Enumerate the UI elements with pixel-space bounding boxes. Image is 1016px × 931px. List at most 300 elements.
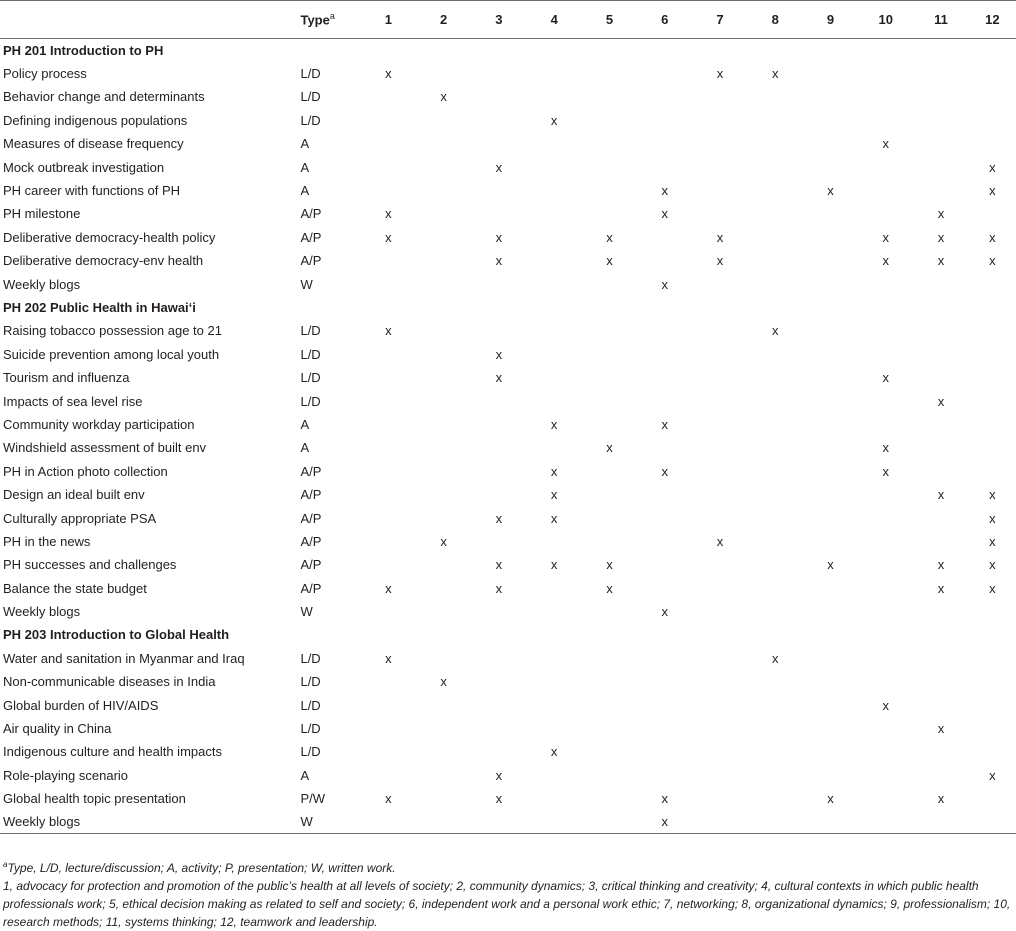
competency-4-cell xyxy=(527,647,582,670)
competency-9-cell xyxy=(803,226,858,249)
competency-9-cell xyxy=(803,483,858,506)
competency-legend: 1, advocacy for protection and promotion of the public’s health at all levels of society; 2, community dynamics; 3, critical thinking and creativity; 4, cultural contexts in which public health professionals work; 5, ethical decision making as related to self and society; 6, independent work and a personal work ethic; 7, networking; 8, organizational dynamics; 9, professionalism; 10, research methods; 11, systems thinking; 12, teamwork and leadership. xyxy=(3,879,1011,929)
competency-4-cell xyxy=(527,436,582,459)
section-title: PH 203 Introduction to Global Health xyxy=(3,627,230,643)
competency-9-cell xyxy=(803,62,858,85)
competency-4-cell: x xyxy=(550,487,558,503)
competency-10-cell: x xyxy=(882,136,890,152)
competency-5-cell xyxy=(582,179,637,202)
table-header-row xyxy=(0,1,1016,39)
competency-4-cell xyxy=(527,576,582,599)
competency-9-cell xyxy=(803,717,858,740)
competency-12-cell xyxy=(969,460,1016,483)
competency-5-cell xyxy=(582,600,637,623)
competency-11-cell xyxy=(913,109,968,132)
competency-11-cell xyxy=(913,530,968,553)
competency-9-cell: x xyxy=(827,557,834,573)
competency-4-cell: x xyxy=(550,557,558,573)
competency-8-cell xyxy=(748,693,803,716)
competency-12-cell xyxy=(969,600,1016,623)
table-row xyxy=(0,343,1016,366)
table-row xyxy=(0,717,1016,740)
competency-11-cell: x xyxy=(937,721,945,737)
competency-3-cell xyxy=(471,810,526,833)
competency-8-cell xyxy=(748,249,803,272)
competency-3-cell: x xyxy=(495,346,503,362)
competency-10-cell: x xyxy=(882,229,890,245)
competency-11-cell: x xyxy=(937,206,945,222)
competency-1-cell xyxy=(361,389,416,412)
competency-2-cell xyxy=(416,740,471,763)
competency-12-cell xyxy=(969,62,1016,85)
competency-1-cell xyxy=(361,179,416,202)
competency-2-cell xyxy=(416,62,471,85)
competency-7-cell xyxy=(692,179,747,202)
competency-3-cell xyxy=(471,85,526,108)
competency-8-cell xyxy=(748,366,803,389)
type-cell: L/D xyxy=(300,721,321,737)
competency-4-cell: x xyxy=(550,744,558,760)
competency-2-cell xyxy=(416,717,471,740)
type-cell: L/D xyxy=(300,393,321,409)
competency-11-cell xyxy=(913,460,968,483)
competency-7-cell xyxy=(692,600,747,623)
competency-7-cell xyxy=(692,132,747,155)
table-row xyxy=(0,389,1016,412)
competency-2-cell xyxy=(416,272,471,295)
competency-12-cell xyxy=(969,670,1016,693)
competency-9-cell xyxy=(803,506,858,529)
competency-10-cell xyxy=(858,600,913,623)
competency-6-cell: x xyxy=(637,810,692,833)
competency-5-cell xyxy=(582,366,637,389)
competency-11-cell xyxy=(913,343,968,366)
table-row xyxy=(0,155,1016,178)
competency-7-cell xyxy=(692,389,747,412)
competency-8-cell xyxy=(748,670,803,693)
type-cell: W xyxy=(300,604,313,620)
activity-cell: Weekly blogs xyxy=(3,276,81,292)
header-competency-8: 8 xyxy=(748,1,803,39)
competency-5-cell xyxy=(582,319,637,342)
header-type-label: Type xyxy=(300,12,330,28)
table-row xyxy=(0,413,1016,436)
competency-1-cell xyxy=(361,483,416,506)
competency-10-cell: x xyxy=(882,440,890,456)
activity-cell: Balance the state budget xyxy=(3,580,147,596)
table-row xyxy=(0,740,1016,763)
competency-12-cell xyxy=(969,787,1016,810)
competency-5-cell xyxy=(582,670,637,693)
competency-4-cell xyxy=(527,272,582,295)
table-row xyxy=(0,693,1016,716)
competency-5-cell xyxy=(582,272,637,295)
competency-6-cell: x xyxy=(661,276,668,292)
competency-7-cell xyxy=(692,764,747,787)
type-cell: A/P xyxy=(300,487,322,503)
competency-10-cell xyxy=(858,506,913,529)
competency-2-cell: x xyxy=(440,674,447,690)
competency-10-cell xyxy=(858,389,913,412)
competency-3-cell xyxy=(471,436,526,459)
competency-11-cell: x xyxy=(937,229,945,245)
competency-7-cell xyxy=(692,693,747,716)
competency-5-cell: x xyxy=(606,440,613,456)
table-row xyxy=(0,226,1016,249)
competency-7-cell xyxy=(692,576,747,599)
competency-10-cell xyxy=(858,62,913,85)
competency-3-cell xyxy=(471,389,526,412)
table-row xyxy=(0,366,1016,389)
activity-cell: Behavior change and determinants xyxy=(3,89,205,105)
competency-3-cell xyxy=(471,483,526,506)
competency-10-cell xyxy=(858,576,913,599)
competency-1-cell xyxy=(361,249,416,272)
competency-8-cell: x xyxy=(771,650,779,666)
competency-1-cell xyxy=(361,366,416,389)
activity-cell: PH career with functions of PH xyxy=(3,183,181,199)
competency-2-cell xyxy=(416,202,471,225)
competency-9-cell xyxy=(803,693,858,716)
competency-2-cell xyxy=(416,109,471,132)
table-body xyxy=(0,39,1016,834)
type-cell: L/D xyxy=(300,744,321,760)
competency-5-cell xyxy=(582,343,637,366)
header-competency-9: 9 xyxy=(803,1,858,39)
competency-6-cell xyxy=(637,483,692,506)
competency-8-cell xyxy=(748,553,803,576)
header-competency-3: 3 xyxy=(471,1,526,39)
type-cell: A/P xyxy=(300,510,322,526)
competency-2-cell xyxy=(416,764,471,787)
activity-cell: Non-communicable diseases in India xyxy=(3,674,216,690)
competency-4-cell xyxy=(527,85,582,108)
competency-1-cell xyxy=(361,413,416,436)
footnote-a xyxy=(3,856,1013,877)
type-cell: L/D xyxy=(300,66,321,82)
competency-1-cell: x xyxy=(385,650,392,666)
competency-4-cell xyxy=(527,670,582,693)
competency-4-cell xyxy=(527,717,582,740)
competency-8-cell xyxy=(748,155,803,178)
table-row xyxy=(0,109,1016,132)
competency-1-cell xyxy=(361,85,416,108)
activity-cell: Impacts of sea level rise xyxy=(3,393,143,409)
competency-7-cell xyxy=(692,343,747,366)
competency-8-cell: x xyxy=(771,66,779,82)
competency-7-cell xyxy=(692,202,747,225)
activity-cell: Indigenous culture and health impacts xyxy=(3,744,222,760)
competency-11-cell: x xyxy=(937,487,945,503)
competency-9-cell xyxy=(803,740,858,763)
competency-8-cell xyxy=(748,787,803,810)
competency-3-cell: x xyxy=(495,159,503,175)
table-row xyxy=(0,85,1016,108)
competency-3-cell: x xyxy=(495,229,503,245)
competency-11-cell: x xyxy=(937,557,945,573)
competency-5-cell xyxy=(582,413,637,436)
competency-9-cell xyxy=(803,576,858,599)
competency-12-cell: x xyxy=(989,580,996,596)
competency-5-cell xyxy=(582,155,637,178)
competency-6-cell xyxy=(637,436,692,459)
table-footnotes xyxy=(3,856,1013,931)
competency-2-cell xyxy=(416,553,471,576)
competency-10-cell xyxy=(858,810,913,833)
competency-3-cell xyxy=(471,740,526,763)
activity-cell: Windshield assessment of built env xyxy=(3,440,207,456)
competency-3-cell: x xyxy=(495,791,503,807)
table-row xyxy=(0,272,1016,295)
competency-2-cell xyxy=(416,647,471,670)
competency-11-cell xyxy=(913,647,968,670)
competency-11-cell: x xyxy=(937,253,945,269)
activity-cell: Tourism and influenza xyxy=(3,370,130,386)
competency-2-cell xyxy=(416,600,471,623)
competency-6-cell xyxy=(637,132,692,155)
competency-8-cell xyxy=(748,483,803,506)
competency-8-cell xyxy=(748,179,803,202)
header-competency-4: 4 xyxy=(527,1,582,39)
competency-2-cell xyxy=(416,155,471,178)
section-row xyxy=(0,623,1016,646)
competency-6-cell xyxy=(637,343,692,366)
competency-11-cell xyxy=(913,506,968,529)
competency-6-cell: x xyxy=(661,206,668,222)
competency-12-cell xyxy=(969,717,1016,740)
activity-cell: Culturally appropriate PSA xyxy=(3,510,157,526)
activity-cell: Water and sanitation in Myanmar and Iraq xyxy=(3,650,245,666)
competency-8-cell xyxy=(748,272,803,295)
table-row xyxy=(0,670,1016,693)
type-cell: L/D xyxy=(300,650,321,666)
activity-cell: Design an ideal built env xyxy=(3,487,145,503)
competency-8-cell xyxy=(748,810,803,833)
competency-1-cell xyxy=(361,553,416,576)
type-cell: L/D xyxy=(300,89,321,105)
competency-7-cell xyxy=(692,319,747,342)
table-row xyxy=(0,202,1016,225)
competency-2-cell xyxy=(416,366,471,389)
competency-8-cell xyxy=(748,600,803,623)
competency-12-cell xyxy=(969,647,1016,670)
competency-12-cell xyxy=(969,693,1016,716)
competency-5-cell xyxy=(582,202,637,225)
header-type-footnote-marker: a xyxy=(329,11,335,22)
table-row xyxy=(0,576,1016,599)
competency-12-cell: x xyxy=(989,183,996,199)
activity-cell: Global health topic presentation xyxy=(3,791,186,807)
competency-4-cell xyxy=(527,389,582,412)
competency-12-cell xyxy=(969,132,1016,155)
competency-1-cell xyxy=(361,460,416,483)
competency-6-cell xyxy=(637,366,692,389)
table-row xyxy=(0,460,1016,483)
competency-10-cell: x xyxy=(882,463,890,479)
type-cell: A/P xyxy=(300,253,322,269)
competency-5-cell xyxy=(582,389,637,412)
competency-7-cell xyxy=(692,787,747,810)
activity-cell: Mock outbreak investigation xyxy=(3,159,165,175)
competency-7-cell: x xyxy=(716,66,724,82)
competency-4-cell xyxy=(527,600,582,623)
competency-12-cell xyxy=(969,343,1016,366)
competency-2-cell xyxy=(416,460,471,483)
competency-5-cell xyxy=(582,717,637,740)
competency-11-cell xyxy=(913,600,968,623)
type-cell: L/D xyxy=(300,697,321,713)
competency-4-cell xyxy=(527,530,582,553)
table-row xyxy=(0,319,1016,342)
activity-cell: Community workday participation xyxy=(3,416,195,432)
competency-6-cell xyxy=(637,717,692,740)
competency-7-cell xyxy=(692,436,747,459)
competency-5-cell: x xyxy=(606,580,613,596)
table-row xyxy=(0,436,1016,459)
competency-11-cell xyxy=(913,272,968,295)
competency-5-cell xyxy=(582,85,637,108)
competency-2-cell xyxy=(416,249,471,272)
competency-5-cell xyxy=(582,764,637,787)
competency-4-cell xyxy=(527,155,582,178)
competency-7-cell xyxy=(692,740,747,763)
footnote-a-marker: a xyxy=(3,860,8,869)
competency-1-cell xyxy=(361,506,416,529)
competency-12-cell xyxy=(969,436,1016,459)
competency-9-cell xyxy=(803,366,858,389)
competency-6-cell xyxy=(637,647,692,670)
competency-9-cell xyxy=(803,343,858,366)
competency-6-cell xyxy=(637,109,692,132)
competency-10-cell: x xyxy=(882,370,890,386)
competency-9-cell xyxy=(803,155,858,178)
activity-cell: Defining indigenous populations xyxy=(3,112,188,128)
competency-3-cell: x xyxy=(495,580,503,596)
competency-3-cell xyxy=(471,109,526,132)
competency-12-cell xyxy=(969,85,1016,108)
competency-4-cell xyxy=(527,343,582,366)
competency-6-cell xyxy=(637,155,692,178)
competency-5-cell xyxy=(582,810,637,833)
competency-2-cell xyxy=(416,787,471,810)
competency-10-cell xyxy=(858,85,913,108)
competency-8-cell xyxy=(748,85,803,108)
competency-1-cell xyxy=(361,530,416,553)
competency-8-cell xyxy=(748,506,803,529)
table-row xyxy=(0,764,1016,787)
competency-9-cell xyxy=(803,670,858,693)
competency-11-cell: x xyxy=(937,580,945,596)
header-competency-5: 5 xyxy=(582,1,637,39)
competency-2-cell xyxy=(416,179,471,202)
competency-1-cell xyxy=(361,740,416,763)
competency-4-cell xyxy=(527,319,582,342)
table-row xyxy=(0,179,1016,202)
competency-3-cell xyxy=(471,670,526,693)
type-cell: A xyxy=(300,440,310,456)
competency-4-cell xyxy=(527,132,582,155)
type-cell: P/W xyxy=(300,791,326,807)
type-cell: A xyxy=(300,183,310,199)
competency-7-cell xyxy=(692,272,747,295)
competency-8-cell xyxy=(748,436,803,459)
competency-11-cell xyxy=(913,436,968,459)
competency-10-cell xyxy=(858,319,913,342)
competency-5-cell: x xyxy=(606,557,613,573)
competency-2-cell xyxy=(416,436,471,459)
competency-4-cell xyxy=(527,202,582,225)
competency-4-cell: x xyxy=(550,112,558,128)
competency-1-cell xyxy=(361,764,416,787)
table-row xyxy=(0,810,1016,833)
competency-9-cell: x xyxy=(827,183,834,199)
competency-8-cell xyxy=(748,576,803,599)
competency-12-cell xyxy=(969,272,1016,295)
competency-3-cell xyxy=(471,717,526,740)
competency-10-cell: x xyxy=(882,253,890,269)
competency-3-cell xyxy=(471,600,526,623)
competency-7-cell: x xyxy=(716,253,724,269)
competency-3-cell: x xyxy=(495,370,503,386)
competency-7-cell xyxy=(692,506,747,529)
competency-7-cell xyxy=(692,413,747,436)
competency-4-cell xyxy=(527,693,582,716)
competency-1-cell xyxy=(361,272,416,295)
competency-7-cell xyxy=(692,717,747,740)
competency-11-cell xyxy=(913,62,968,85)
header-competency-1: 1 xyxy=(361,1,416,39)
competency-10-cell xyxy=(858,764,913,787)
competency-9-cell xyxy=(803,600,858,623)
competency-2-cell: x xyxy=(440,533,447,549)
type-cell: A xyxy=(300,416,310,432)
header-competency-2: 2 xyxy=(416,1,471,39)
competency-6-cell xyxy=(637,576,692,599)
competency-4-cell xyxy=(527,787,582,810)
competency-8-cell xyxy=(748,389,803,412)
competency-10-cell xyxy=(858,787,913,810)
competency-3-cell xyxy=(471,693,526,716)
competency-9-cell: x xyxy=(827,791,834,807)
competency-2-cell xyxy=(416,506,471,529)
competency-6-cell: x xyxy=(661,183,668,199)
competency-6-cell: x xyxy=(661,416,668,432)
competency-5-cell xyxy=(582,693,637,716)
competency-6-cell xyxy=(637,740,692,763)
competency-1-cell xyxy=(361,155,416,178)
competency-9-cell xyxy=(803,272,858,295)
competency-6-cell xyxy=(637,226,692,249)
activity-cell: Deliberative democracy-health policy xyxy=(3,229,216,245)
header-activity xyxy=(0,1,300,39)
competency-5-cell xyxy=(582,787,637,810)
competency-1-cell xyxy=(361,670,416,693)
competency-10-cell xyxy=(858,413,913,436)
competency-3-cell xyxy=(471,460,526,483)
type-cell: A/P xyxy=(300,533,322,549)
competency-8-cell xyxy=(748,413,803,436)
competency-1-cell xyxy=(361,343,416,366)
competency-11-cell xyxy=(913,319,968,342)
competency-4-cell: x xyxy=(550,463,558,479)
competency-3-cell xyxy=(471,132,526,155)
competency-6-cell xyxy=(637,62,692,85)
competency-4-cell xyxy=(527,226,582,249)
competency-6-cell xyxy=(637,506,692,529)
competency-3-cell: x xyxy=(495,510,503,526)
competency-6-cell: x xyxy=(661,791,668,807)
competency-6-cell xyxy=(637,389,692,412)
